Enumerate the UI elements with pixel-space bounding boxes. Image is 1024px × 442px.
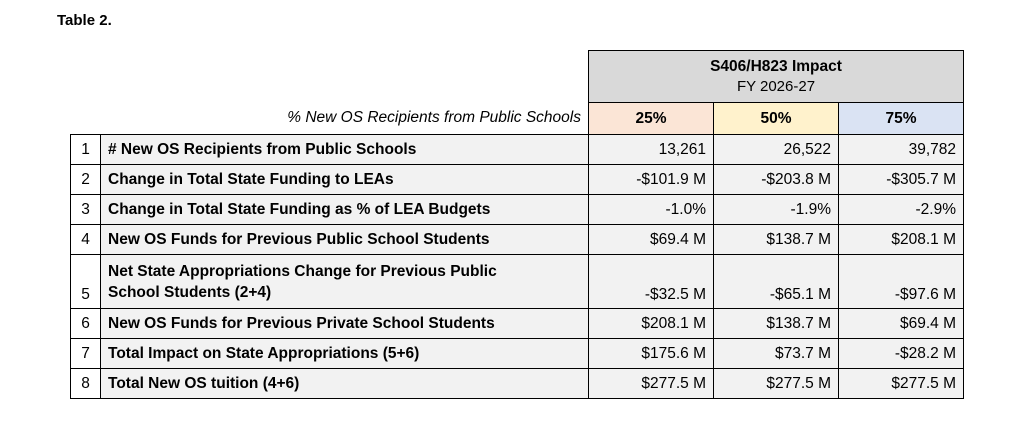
row-value-75: -$305.7 M	[839, 165, 964, 195]
row-value-75: $69.4 M	[839, 309, 964, 339]
row-value-25: $208.1 M	[589, 309, 714, 339]
row-value-50: $73.7 M	[714, 339, 839, 369]
row-value-75: -$28.2 M	[839, 339, 964, 369]
row-value-50: -1.9%	[714, 195, 839, 225]
row-label-line-1: Net State Appropriations Change for Previous Public	[108, 262, 497, 280]
row-number: 8	[71, 369, 101, 399]
row-value-50: -$65.1 M	[714, 255, 839, 309]
row-value-25: $69.4 M	[589, 225, 714, 255]
row-number: 1	[71, 135, 101, 165]
row-number: 2	[71, 165, 101, 195]
row-value-75: -2.9%	[839, 195, 964, 225]
table-row	[71, 225, 964, 255]
impact-header-title: S406/H823 Impact	[710, 58, 842, 75]
row-number: 7	[71, 339, 101, 369]
row-value-25: $277.5 M	[589, 369, 714, 399]
row-value-25: 13,261	[589, 135, 714, 165]
row-value-50: $138.7 M	[714, 225, 839, 255]
row-label: # New OS Recipients from Public Schools	[101, 135, 589, 165]
header-spacer-num	[71, 51, 101, 103]
pct-row-label: % New OS Recipients from Public Schools	[287, 109, 581, 127]
row-number: 3	[71, 195, 101, 225]
row-value-25: $175.6 M	[589, 339, 714, 369]
row-value-50: $277.5 M	[714, 369, 839, 399]
row-label: Change in Total State Funding as % of LEA Budgets	[101, 195, 589, 225]
table-row	[71, 195, 964, 225]
row-label: Change in Total State Funding to LEAs	[101, 165, 589, 195]
impact-header	[589, 51, 964, 103]
pct-column-75: 75%	[839, 103, 964, 135]
row-label-line-2: School Students (2+4)	[108, 283, 272, 301]
row-number: 4	[71, 225, 101, 255]
row-number: 6	[71, 309, 101, 339]
row-label	[101, 255, 589, 309]
row-value-25: -$101.9 M	[589, 165, 714, 195]
row-value-75: $208.1 M	[839, 225, 964, 255]
row-value-75: 39,782	[839, 135, 964, 165]
header-spacer-label	[101, 51, 589, 103]
row-label: Total New OS tuition (4+6)	[101, 369, 589, 399]
table-row	[71, 339, 964, 369]
row-value-50: 26,522	[714, 135, 839, 165]
impact-header-subtitle: FY 2026-27	[736, 78, 816, 95]
row-label: New OS Funds for Previous Public School Students	[101, 225, 589, 255]
table-header-row	[71, 51, 964, 103]
row-value-50: $138.7 M	[714, 309, 839, 339]
pct-column-25: 25%	[589, 103, 714, 135]
row-value-50: -$203.8 M	[714, 165, 839, 195]
table-row	[71, 165, 964, 195]
row-number: 5	[71, 255, 101, 309]
pct-spacer-num	[71, 103, 101, 135]
table-row	[71, 369, 964, 399]
row-label: Total Impact on State Appropriations (5+6)	[101, 339, 589, 369]
row-value-25: -$32.5 M	[589, 255, 714, 309]
pct-row	[71, 103, 964, 135]
impact-table	[70, 50, 964, 399]
row-value-25: -1.0%	[589, 195, 714, 225]
table-row	[71, 255, 964, 309]
table-row	[71, 309, 964, 339]
row-label: New OS Funds for Previous Private School Students	[101, 309, 589, 339]
row-value-75: $277.5 M	[839, 369, 964, 399]
pct-column-50: 50%	[714, 103, 839, 135]
row-value-75: -$97.6 M	[839, 255, 964, 309]
table-caption: Table 2.	[57, 12, 112, 29]
table-row	[71, 135, 964, 165]
